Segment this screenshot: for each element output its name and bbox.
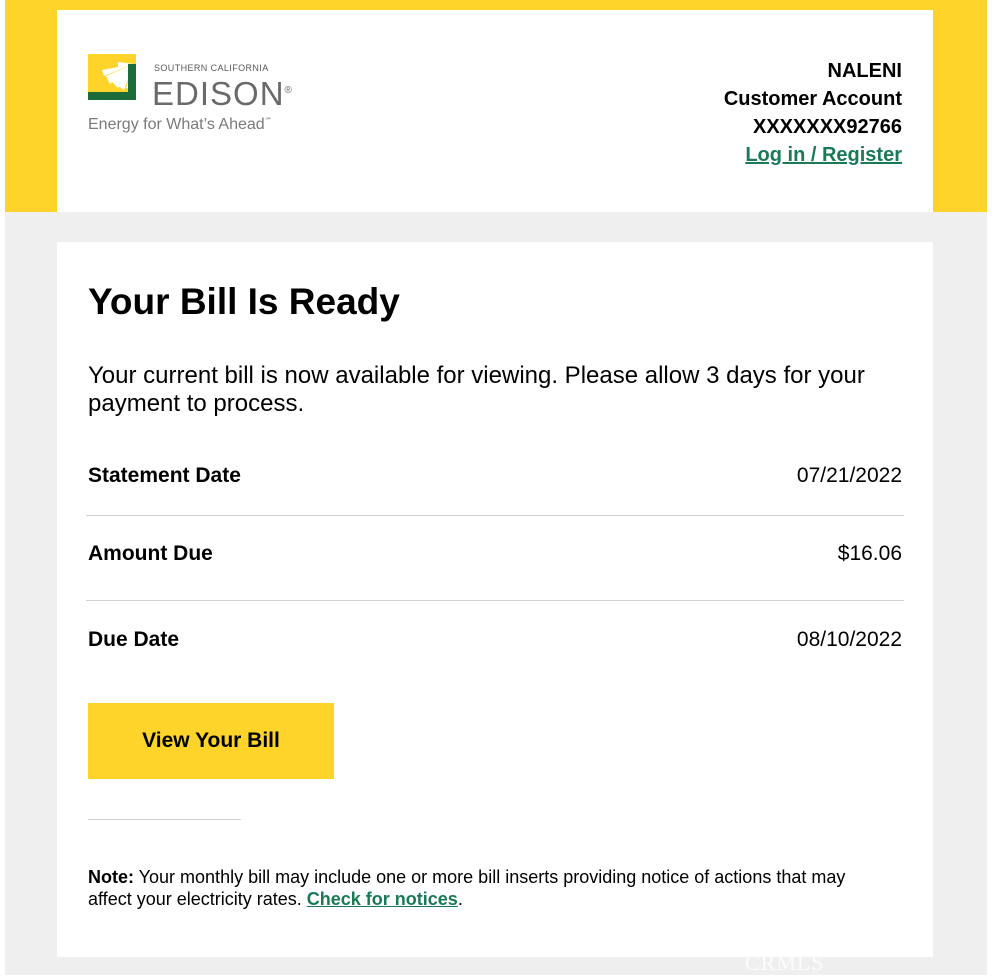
row-divider	[86, 515, 904, 516]
check-notices-link[interactable]: Check for notices	[306, 889, 458, 909]
sunburst-logo-icon	[88, 54, 144, 110]
bill-card	[57, 242, 933, 957]
logo-wordmark	[152, 73, 293, 112]
logo-tagline	[88, 116, 272, 134]
registered-mark: ®	[284, 85, 293, 96]
account-number: XXXXXXX92766	[753, 116, 902, 138]
intro-text: Your current bill is now available for viewing. Please allow 3 days for your payment to process.	[88, 362, 865, 417]
amount-due-row	[86, 534, 904, 574]
note-text	[88, 866, 888, 910]
account-info	[724, 57, 902, 169]
logo-small-text: SOUTHERN CALIFORNIA	[154, 63, 269, 73]
login-register-link[interactable]: Log in / Register	[745, 144, 902, 166]
statement-date-row	[86, 456, 904, 496]
customer-name: NALENI	[827, 60, 902, 82]
statement-date-label: Statement Date	[88, 464, 241, 487]
page-title: Your Bill Is Ready	[88, 281, 400, 322]
note-prefix: Note:	[88, 867, 134, 887]
row-divider	[86, 600, 904, 601]
due-date-row	[86, 620, 904, 660]
watermark: CRMLS	[745, 950, 825, 975]
logo-name-text: EDISON	[152, 75, 285, 112]
due-date-value: 08/10/2022	[796, 628, 902, 651]
email-header	[57, 10, 933, 212]
customer-account-label: Customer Account	[723, 88, 902, 110]
note-suffix: .	[457, 889, 463, 909]
due-date-label: Due Date	[88, 628, 180, 651]
statement-date-value: 07/21/2022	[796, 464, 902, 487]
tagline-text: Energy for What’s Ahead	[88, 116, 265, 133]
note-body: Your monthly bill may include one or more bill inserts providing notice of actions that may affect your electricity rates.	[88, 867, 846, 909]
view-bill-button[interactable]: View Your Bill	[88, 703, 334, 779]
amount-due-label: Amount Due	[88, 542, 213, 565]
servicemark: ℠	[264, 117, 272, 125]
amount-due-value: $16.06	[837, 542, 902, 565]
edison-logo	[88, 54, 308, 144]
section-divider	[88, 819, 241, 820]
